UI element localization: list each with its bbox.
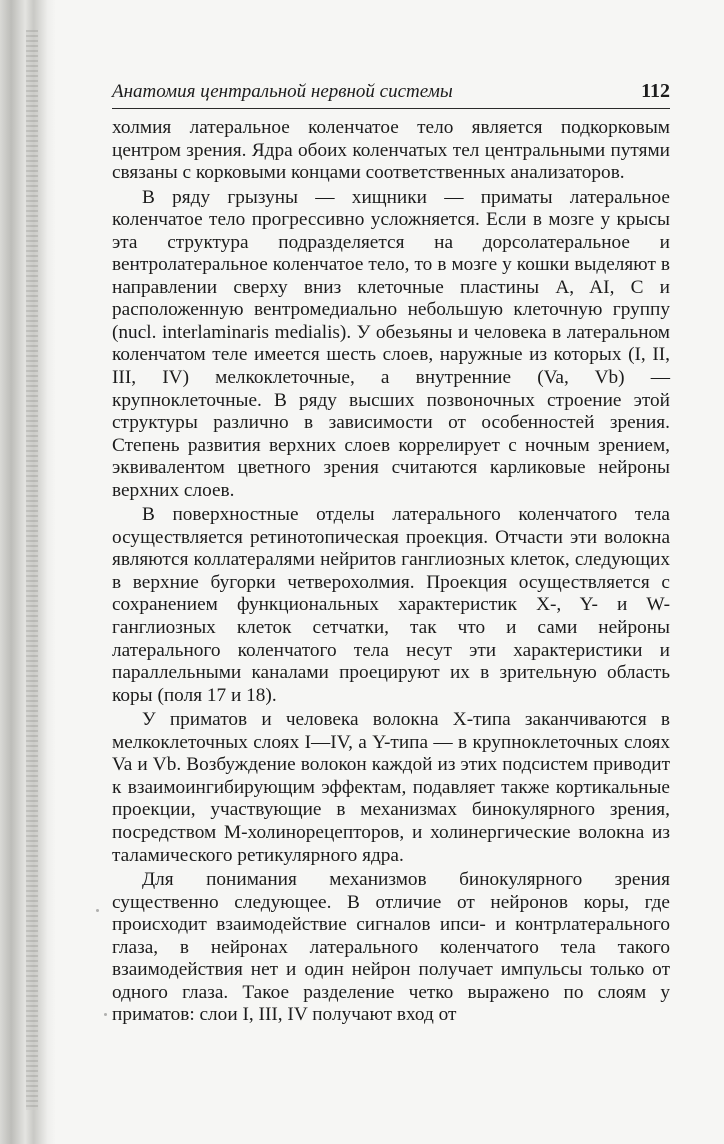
paragraph-1: холмия латеральное коленчатое тело является подкорковым центром зрения. Ядра обоих коленчатых тел центральными путями связаны с корковыми концами соответственных анализаторов. [112,117,670,184]
paragraph-4: У приматов и человека волокна X-типа заканчиваются в мелкоклеточных слоях I—IV, а Y-типа — в крупноклеточных слоях Va и Vb. Возбуждение волокон каждой из этих подсистем приводит к взаимоингибирующим эффектам, подавляет также кортикальные проекции, участвующие в механизмах бинокулярного зрения, посредством М-холинорецепторов, и холинергические волокна из таламического ретикулярного ядра. [112,709,670,866]
running-title: Анатомия центральной нервной системы [112,81,453,102]
book-page [112,80,670,1027]
paragraph-5: Для понимания механизмов бинокулярного зрения существенно следующее. В отличие от нейронов коры, где происходит взаимодействие сигналов ипси- и контрлатерального глаза, в нейронах латерального коленчатого тела такого взаимодействия нет и один нейрон получает импульсы только от одного глаза. Такое разделение четко выражено по слоям у приматов: слои I, III, IV получают вход от [112,869,670,1026]
page-number: 112 [641,80,670,102]
scan-speck [104,1013,107,1016]
paragraph-3: В поверхностные отделы латерального коленчатого тела осуществляется ретинотопическая проекция. Отчасти эти волокна являются коллатералями нейритов ганглиозных клеток, следующих в верхние бугорки четверохолмия. Проекция осуществляется с сохранением функциональных характеристик X-, Y- и W-ганглиозных клеток сетчатки, так что и сами нейроны латерального коленчатого тела несут эти характеристики и параллельными каналами проецируют их в зрительную область коры (поля 17 и 18). [112,504,670,706]
body-text [112,117,670,1027]
running-header [112,80,670,109]
paragraph-2: В ряду грызуны — хищники — приматы латеральное коленчатое тело прогрессивно усложняется. Если в мозге у крысы эта структура подразделяется на дорсолатеральное и вентролатеральное коленчатое тело, то в мозге у кошки выделяют в направлении сверху вниз клеточные пластины A, AI, C и расположенную вентромедиально небольшую клеточную группу (nucl. interlaminaris medialis). У обезьяны и человека в латеральном коленчатом теле имеется шесть слоев, наружные из которых (I, II, III, IV) мелкоклеточные, а внутренние (Va, Vb) — крупноклеточные. В ряду высших позвоночных строение этой структуры различно в зависимости от особенностей зрения. Степень развития верхних слоев коррелирует с ночным зрением, эквивалентом цветного зрения считаются карликовые нейроны верхних слоев. [112,186,670,501]
scan-speck [96,909,99,912]
page-binding-edge [0,0,56,1144]
